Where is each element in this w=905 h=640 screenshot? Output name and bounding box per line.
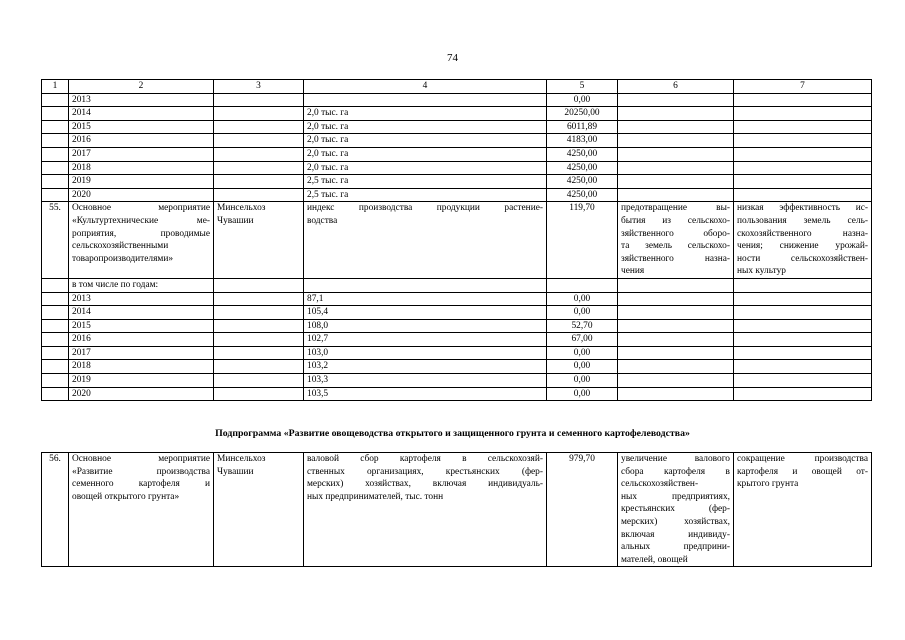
executor-cell: [214, 346, 304, 360]
executor-cell: [214, 374, 304, 388]
indicator-cell: 2,0 тыс. га: [304, 147, 547, 161]
executor-cell: [214, 306, 304, 320]
year-row: [42, 374, 872, 388]
year-cell: 2020: [69, 188, 214, 202]
executor-cell-line: Чувашии: [217, 466, 254, 477]
indicator-cell-line: мерских) хозяйствах, включая индивидуаль-: [307, 479, 543, 490]
effect-cell: [618, 374, 734, 388]
header-cell: 2: [69, 80, 214, 94]
effect-cell-line: та земель сельскохо-: [621, 241, 730, 252]
effect-cell: [618, 161, 734, 175]
measure-name-cell-line: семенного картофеля и: [72, 479, 210, 490]
measure-name-cell-line: «Культуртехнические ме-: [72, 215, 210, 226]
num-cell: [42, 93, 69, 107]
executor-cell-line: Чувашии: [217, 215, 254, 226]
executor-cell-line: Минсельхоз: [217, 454, 266, 464]
year-row: [42, 333, 872, 347]
year-cell: 2015: [69, 120, 214, 134]
value-cell: 67,00: [547, 333, 618, 347]
effect-cell-line: сельскохозяйствен-: [621, 479, 699, 490]
subprogram-title: Подпрограмма «Развитие овощеводства открытого и защищенного грунта и семенного картофелеводства»: [215, 428, 690, 439]
year-cell: 2019: [69, 175, 214, 189]
indicator-cell: 2,5 тыс. га: [304, 188, 547, 202]
effect-cell: [618, 292, 734, 306]
num-cell: [42, 161, 69, 175]
year-row: [42, 161, 872, 175]
executor-cell: [214, 387, 304, 401]
effect-cell: [618, 202, 734, 279]
num-cell: [42, 147, 69, 161]
risk-cell: [734, 107, 872, 121]
num-cell: [42, 346, 69, 360]
year-row: [42, 360, 872, 374]
value-cell: 979,70: [547, 453, 618, 567]
year-cell: 2014: [69, 306, 214, 320]
year-cell: 2018: [69, 360, 214, 374]
value-cell: 0,00: [547, 346, 618, 360]
num-cell: [42, 292, 69, 306]
measure-name-cell-line: «Развитие производства: [72, 466, 210, 477]
executor-cell: [214, 292, 304, 306]
year-cell: 2020: [69, 387, 214, 401]
year-row: [42, 188, 872, 202]
year-cell: 2018: [69, 161, 214, 175]
executor-cell: [214, 93, 304, 107]
effect-cell-line: зяйственного назна-: [621, 253, 730, 264]
value-cell: 4250,00: [547, 175, 618, 189]
num-cell: [42, 107, 69, 121]
risk-cell: [734, 147, 872, 161]
indicator-cell: 102,7: [304, 333, 547, 347]
risk-cell: [734, 346, 872, 360]
num-cell: [42, 188, 69, 202]
indicator-cell: 103,2: [304, 360, 547, 374]
year-row: [42, 175, 872, 189]
value-cell: 0,00: [547, 306, 618, 320]
year-row: [42, 387, 872, 401]
executor-cell: [214, 107, 304, 121]
measure-name-cell-line: роприятия, проводимые: [72, 228, 210, 239]
measure-name-cell-line: Основное мероприятие: [72, 454, 210, 464]
effect-cell-line: крестьянских (фер-: [621, 504, 730, 515]
year-cell: 2016: [69, 333, 214, 347]
row56-row: [42, 453, 872, 567]
risk-cell: [734, 134, 872, 148]
year-row: [42, 319, 872, 333]
measure-name-cell-line: Основное мероприятие: [72, 203, 210, 214]
header-cell: 1: [42, 80, 69, 94]
value-cell: 0,00: [547, 374, 618, 388]
effect-cell: [618, 306, 734, 320]
num-cell: [42, 374, 69, 388]
value-cell: 6011,89: [547, 120, 618, 134]
value-cell: 0,00: [547, 93, 618, 107]
value-cell: 4250,00: [547, 188, 618, 202]
risk-cell: [734, 453, 872, 567]
year-row: [42, 306, 872, 320]
effect-cell: [618, 134, 734, 148]
indicator-cell-line: ственных организациях, крестьянских (фер-: [307, 466, 543, 477]
executor-cell: [214, 134, 304, 148]
num-cell: [42, 120, 69, 134]
executor-cell: [214, 175, 304, 189]
risk-cell: [734, 175, 872, 189]
effect-cell-line: альных предприни-: [621, 542, 730, 553]
executor-cell-line: Минсельхоз: [217, 203, 266, 214]
measure-name-cell: [69, 453, 214, 567]
num-cell: [42, 175, 69, 189]
value-cell: 0,00: [547, 292, 618, 306]
risk-cell-line: крытого грунта: [737, 479, 799, 490]
risk-cell: [734, 306, 872, 320]
indicator-cell: [304, 453, 547, 567]
executor-cell: [214, 147, 304, 161]
year-cell: 2013: [69, 93, 214, 107]
effect-cell: [618, 333, 734, 347]
executor-cell: [214, 360, 304, 374]
risk-cell-line: скохозяйственного назна-: [737, 228, 868, 239]
value-cell: 4250,00: [547, 161, 618, 175]
executor-cell: [214, 202, 304, 279]
risk-cell: [734, 161, 872, 175]
effect-cell-line: сбора картофеля в: [621, 466, 730, 477]
effect-cell: [618, 319, 734, 333]
indicator-cell: 108,0: [304, 319, 547, 333]
risk-cell-line: картофеля и овощей от-: [737, 466, 868, 477]
executor-cell: [214, 319, 304, 333]
indicator-cell: 2,0 тыс. га: [304, 134, 547, 148]
num-cell: 55.: [42, 202, 69, 279]
value-cell: 52,70: [547, 319, 618, 333]
risk-cell-line: ности сельскохозяйствен-: [737, 253, 868, 264]
risk-cell: [734, 120, 872, 134]
effect-cell-line: зяйственного оборо-: [621, 228, 730, 239]
year-cell: 2015: [69, 319, 214, 333]
executor-cell: [214, 188, 304, 202]
effect-cell: [618, 175, 734, 189]
header-cell: 4: [304, 80, 547, 94]
risk-cell: [734, 333, 872, 347]
year-row: [42, 147, 872, 161]
risk-cell: [734, 374, 872, 388]
risk-cell-line: сокращение производства: [737, 454, 868, 464]
indicator-cell: [304, 202, 547, 279]
header-cell: 7: [734, 80, 872, 94]
effect-cell: [618, 453, 734, 567]
header-row: [42, 80, 872, 94]
value-cell: 0,00: [547, 387, 618, 401]
year-row: [42, 93, 872, 107]
executor-cell: [214, 161, 304, 175]
risk-cell: [734, 93, 872, 107]
risk-cell-line: чения; снижение урожай-: [737, 241, 868, 252]
value-cell: 4250,00: [547, 147, 618, 161]
effect-cell-line: ных предприятиях,: [621, 491, 730, 502]
year-cell: 2016: [69, 134, 214, 148]
indicator-cell: 2,0 тыс. га: [304, 107, 547, 121]
effect-cell-line: бытия из сельскохо-: [621, 215, 730, 226]
risk-cell: [734, 188, 872, 202]
effect-cell-line: предотвращение вы-: [621, 203, 730, 214]
header-cell: 6: [618, 80, 734, 94]
num-cell: [42, 333, 69, 347]
by-years-row: [42, 278, 872, 292]
risk-cell: [734, 278, 872, 292]
measure-name-cell-line: овощей открытого грунта»: [72, 491, 180, 502]
year-row: [42, 346, 872, 360]
indicator-cell-line: индекс производства продукции растение-: [307, 203, 543, 214]
indicator-cell: 2,0 тыс. га: [304, 161, 547, 175]
indicator-cell: [304, 93, 547, 107]
year-row: [42, 292, 872, 306]
indicator-cell-line: водства: [307, 215, 338, 226]
risk-cell: [734, 292, 872, 306]
risk-cell: [734, 387, 872, 401]
effect-cell-line: включая индивиду-: [621, 529, 730, 540]
page-number: 74: [447, 52, 458, 64]
risk-cell: [734, 360, 872, 374]
effect-cell-line: мателей, овощей: [621, 554, 688, 565]
value-cell: 20250,00: [547, 107, 618, 121]
effect-cell-line: увеличение валового: [621, 454, 730, 464]
header-cell: 5: [547, 80, 618, 94]
header-cell: 3: [214, 80, 304, 94]
risk-cell-line: пользования земель сель-: [737, 215, 868, 226]
effect-cell-line: чения: [621, 266, 645, 277]
executor-cell: [214, 453, 304, 567]
effect-cell: [618, 360, 734, 374]
risk-cell: [734, 202, 872, 279]
indicator-cell: 2,5 тыс. га: [304, 175, 547, 189]
effect-cell-line: мерских) хозяйствах,: [621, 516, 730, 527]
effect-cell: [618, 107, 734, 121]
risk-cell: [734, 319, 872, 333]
num-cell: [42, 134, 69, 148]
year-cell: 2014: [69, 107, 214, 121]
measure-name-cell-line: товаропроизводителями»: [72, 253, 174, 264]
num-cell: [42, 319, 69, 333]
measure-name-cell-line: сельскохозяйственными: [72, 241, 169, 252]
value-cell: [547, 278, 618, 292]
effect-cell: [618, 93, 734, 107]
executor-cell: [214, 120, 304, 134]
risk-cell-line: ных культур: [737, 266, 786, 277]
year-cell: 2019: [69, 374, 214, 388]
year-row: [42, 120, 872, 134]
num-cell: [42, 306, 69, 320]
row55-row: [42, 202, 872, 279]
num-cell: [42, 278, 69, 292]
subprogram-table: [41, 452, 872, 567]
executor-cell: [214, 278, 304, 292]
num-cell: [42, 387, 69, 401]
indicator-cell: 103,3: [304, 374, 547, 388]
indicator-cell: 2,0 тыс. га: [304, 120, 547, 134]
indicator-cell: [304, 278, 547, 292]
year-row: [42, 107, 872, 121]
indicator-cell-line: валовой сбор картофеля в сельскохозяй-: [307, 454, 543, 464]
year-row: [42, 134, 872, 148]
effect-cell: [618, 120, 734, 134]
indicator-cell: 87,1: [304, 292, 547, 306]
value-cell: 0,00: [547, 360, 618, 374]
effect-cell: [618, 147, 734, 161]
effect-cell: [618, 387, 734, 401]
indicator-cell-line: ных предпринимателей, тыс. тонн: [307, 491, 444, 502]
year-cell: 2017: [69, 147, 214, 161]
effect-cell: [618, 278, 734, 292]
indicator-cell: 105,4: [304, 306, 547, 320]
indicator-cell: 103,5: [304, 387, 547, 401]
indicator-cell: 103,0: [304, 346, 547, 360]
effect-cell: [618, 346, 734, 360]
num-cell: 56.: [42, 453, 69, 567]
risk-cell-line: низкая эффективность ис-: [737, 203, 868, 214]
value-cell: 119,70: [547, 202, 618, 279]
executor-cell: [214, 333, 304, 347]
value-cell: 4183,00: [547, 134, 618, 148]
year-cell: 2017: [69, 346, 214, 360]
year-cell: 2013: [69, 292, 214, 306]
num-cell: [42, 360, 69, 374]
by-years-label: в том числе по годам:: [69, 278, 214, 292]
effect-cell: [618, 188, 734, 202]
program-table: [41, 79, 872, 401]
measure-name-cell: [69, 202, 214, 279]
